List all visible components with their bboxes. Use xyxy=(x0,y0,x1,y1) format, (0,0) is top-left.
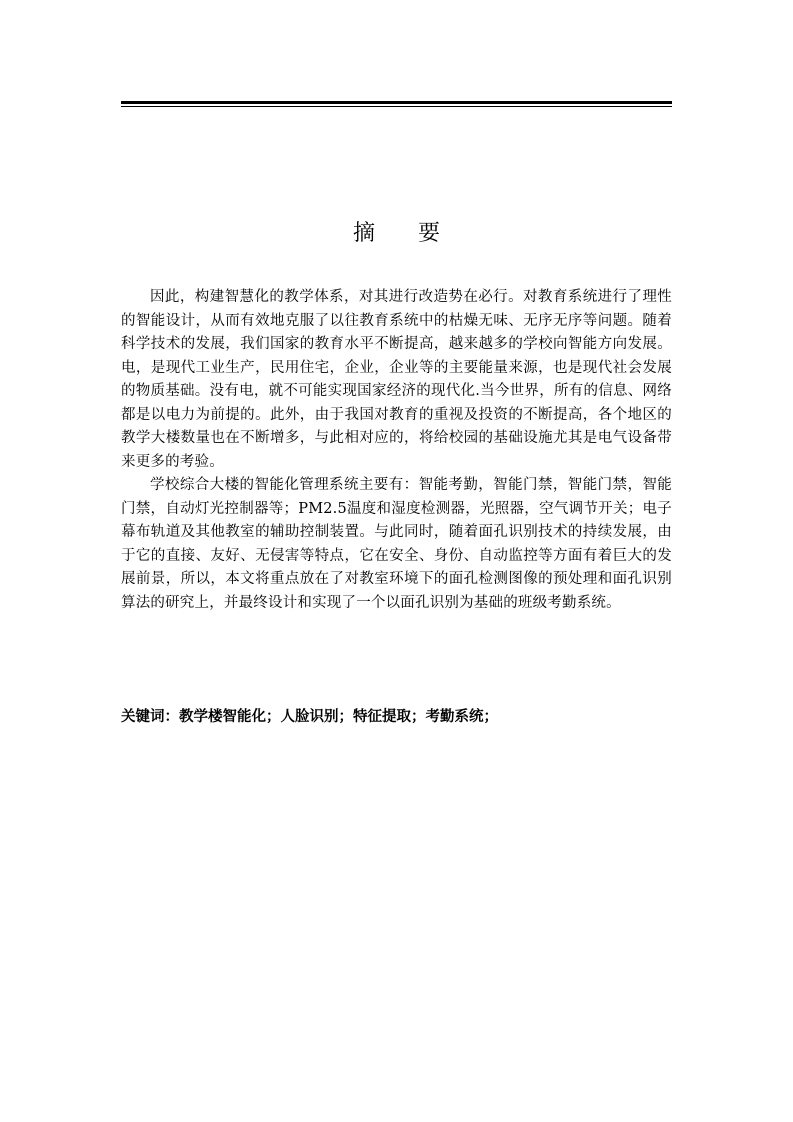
abstract-paragraph-1: 因此，构建智慧化的教学体系，对其进行改造势在必行。对教育系统进行了理性的智能设计，从而有效地克服了以往教育系统中的枯燥无味、无序无序等问题。随着科学技术的发展，我们国家的教育水平不断提高，越来越多的学校向智能方向发展。电，是现代工业生产，民用住宅，企业，企业等的主要能量来源，也是现代社会发展的物质基础。没有电，就不可能实现国家经济的现代化.当今世界，所有的信息、网络都是以电力为前提的。此外，由于我国对教育的重视及投资的不断提高，各个地区的教学大楼数量也在不断增多，与此相对应的，将给校园的基础设施尤其是电气设备带来更多的考验。 xyxy=(121,289,672,470)
abstract-body xyxy=(121,286,672,615)
keywords-line: 关键词：教学楼智能化；人脸识别；特征提取；考勤系统； xyxy=(121,709,498,725)
header-rule-thick-line xyxy=(121,101,672,104)
header-double-rule xyxy=(121,101,672,108)
header-rule-thin-line xyxy=(121,106,672,107)
abstract-title: 摘 要 xyxy=(353,221,458,246)
abstract-paragraph-2: 学校综合大楼的智能化管理系统主要有：智能考勤，智能门禁，智能门禁，智能门禁，自动灯光控制器等；PM2.5温度和湿度检测器，光照器，空气调节开关；电子幕布轨道及其他教室的辅助控制装置。与此同时，随着面孔识别技术的持续发展，由于它的直接、友好、无侵害等特点，它在安全、身份、自动监控等方面有着巨大的发展前景，所以，本文将重点放在了对教室环境下的面孔检测图像的预处理和面孔识别算法的研究上，并最终设计和实现了一个以面孔识别为基础的班级考勤系统。 xyxy=(121,477,672,611)
